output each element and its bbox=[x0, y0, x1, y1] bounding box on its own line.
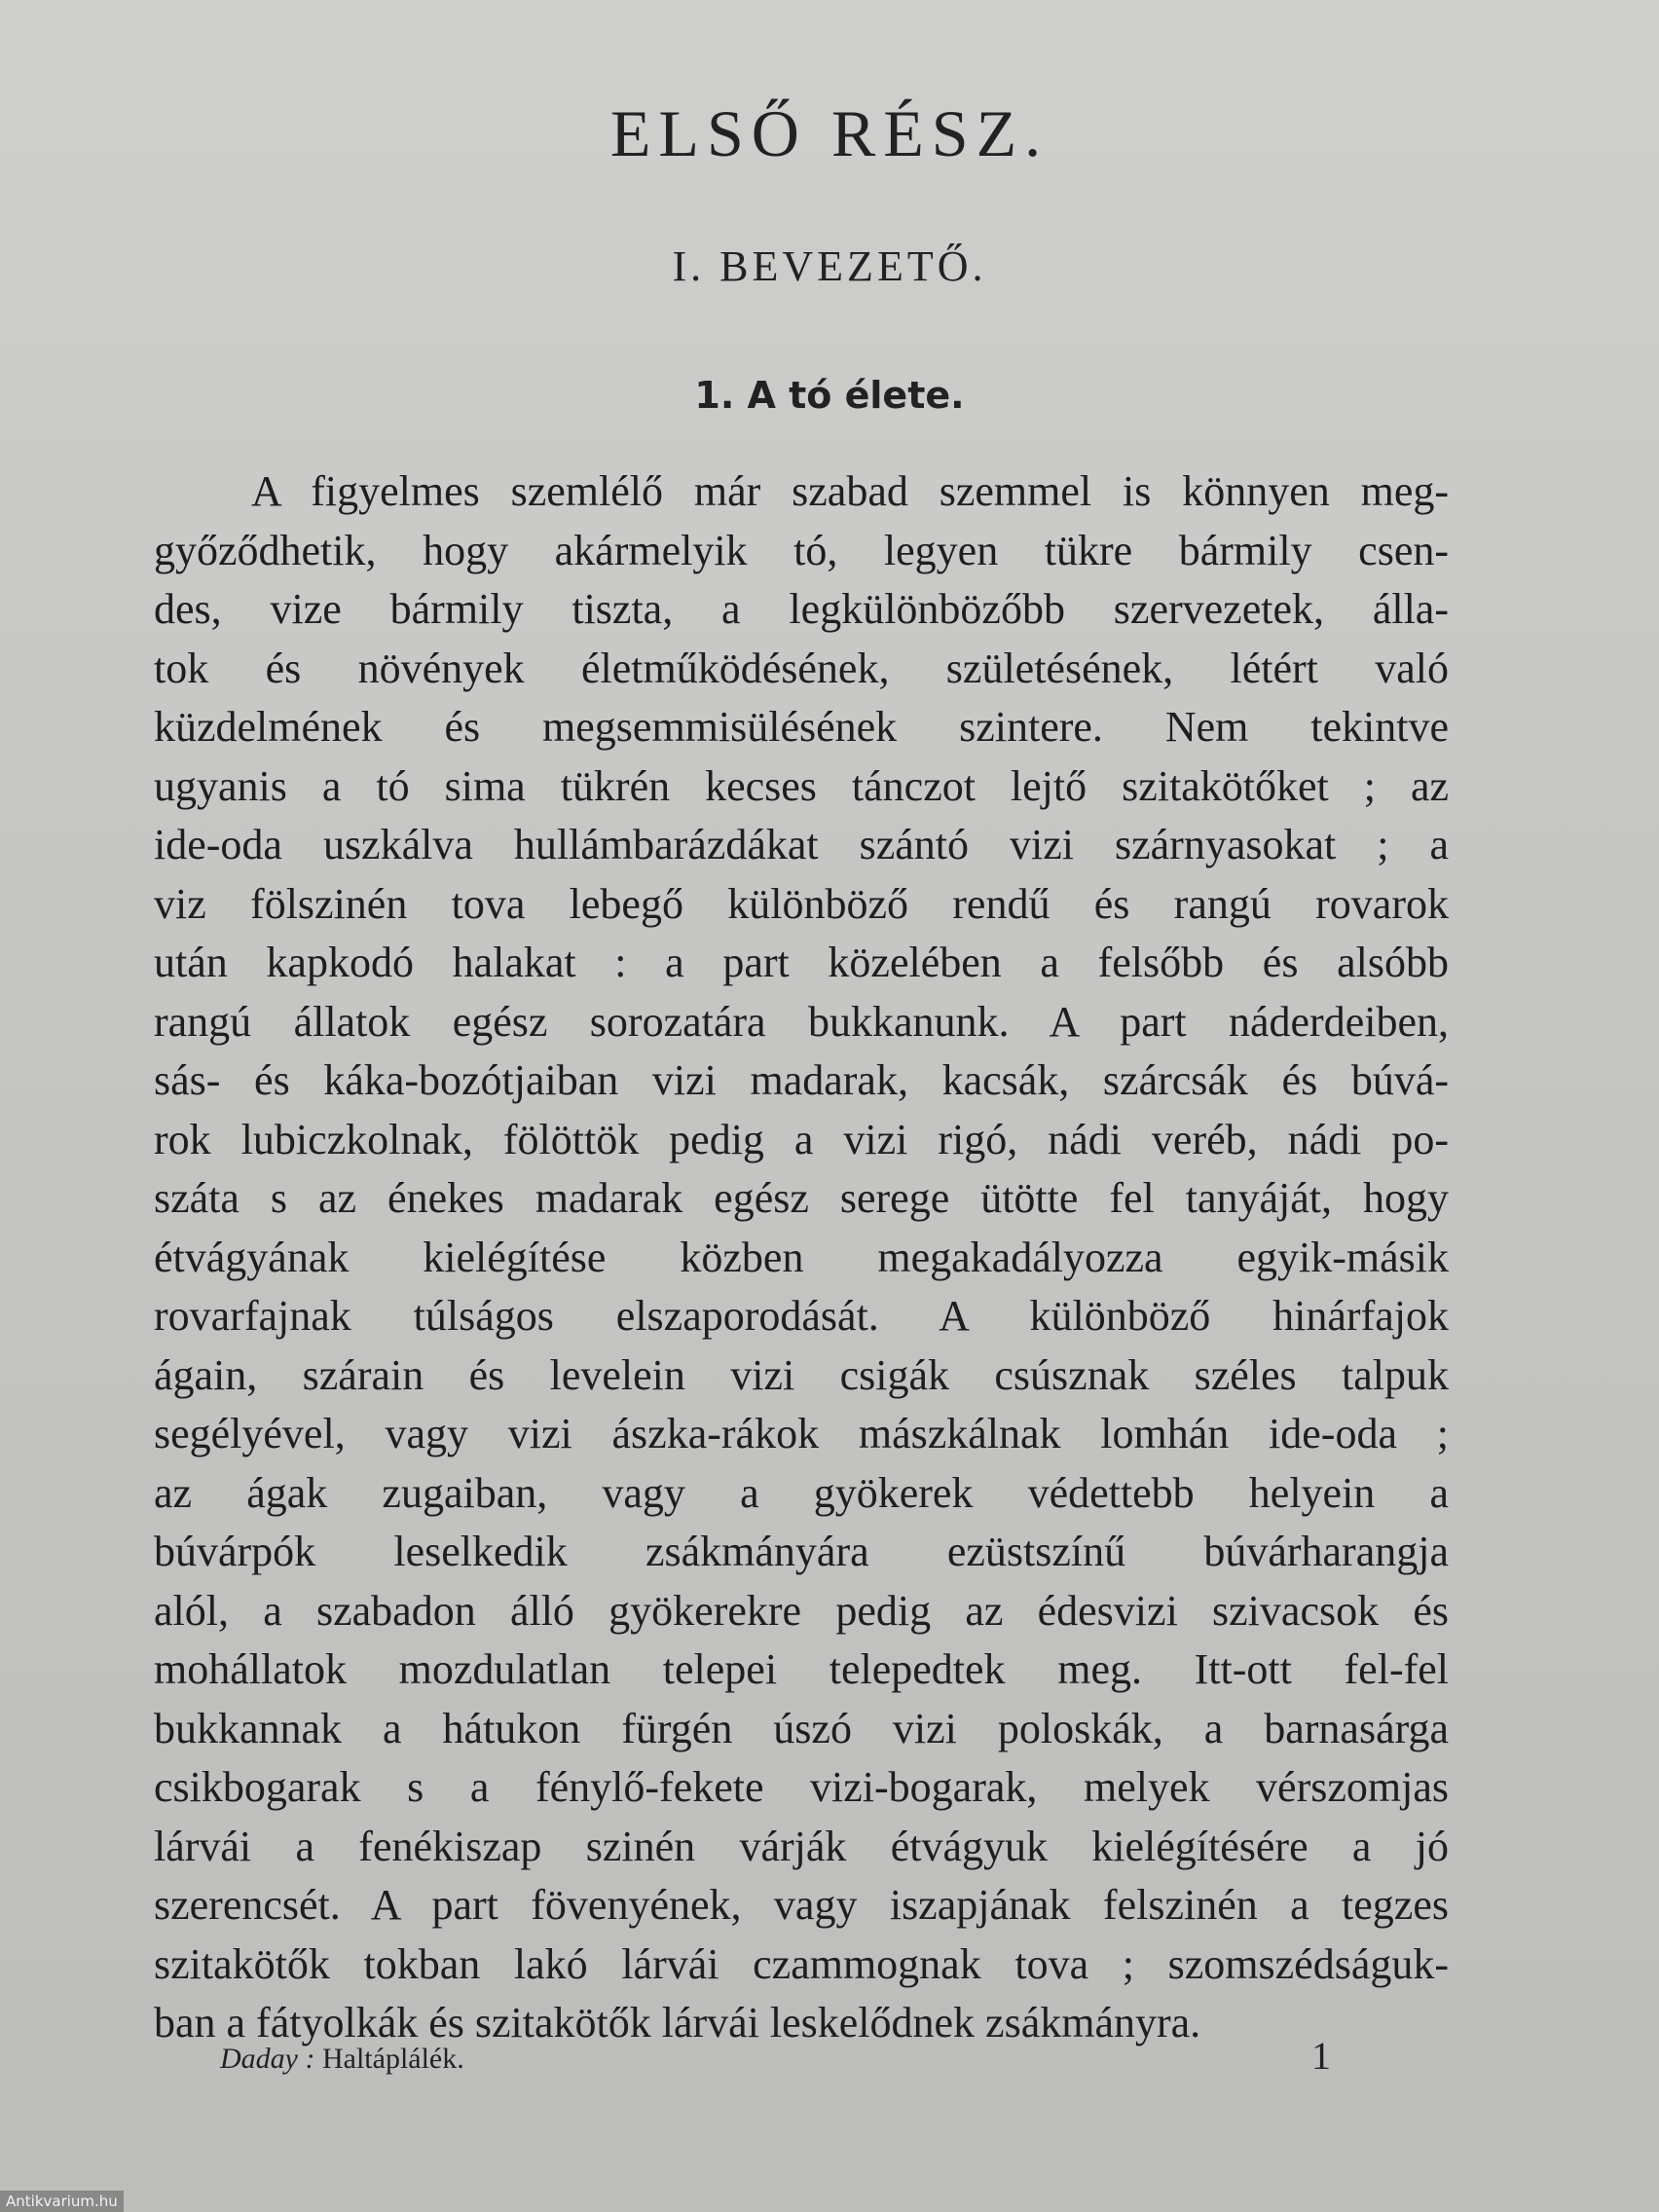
text-line: mohállatok mozdulatlan telepei telepedtek meg. Itt-ott fel-fel bbox=[154, 1645, 1449, 1693]
text-line: rangú állatok egész sorozatára bukkanunk. A part náderdeiben, bbox=[154, 997, 1449, 1046]
watermark: Antikvarium.hu bbox=[0, 2191, 124, 2212]
text-line: ugyanis a tó sima tükrén kecses tánczot lejtő szitakötőket ; az bbox=[154, 761, 1449, 810]
text-line: száta s az énekes madarak egész serege ütötte fel tanyáját, hogy bbox=[154, 1174, 1449, 1222]
text-line: segélyével, vagy vizi ászka-rákok mászkálnak lomhán ide-oda ; bbox=[154, 1410, 1449, 1457]
text-line: bukkannak a hátukon fürgén úszó vizi poloskák, a barnasárga bbox=[154, 1704, 1449, 1752]
text-line: után kapkodó halakat : a part közelében a felsőbb és alsóbb bbox=[154, 939, 1449, 986]
text-line: szitakötők tokban lakó lárvái czammognak tova ; szomszédságuk- bbox=[154, 1939, 1449, 1988]
section-title: 1. A tó élete. bbox=[694, 374, 965, 417]
text-line: küzdelmének és megsemmisülésének szintere. Nem tekintve bbox=[154, 703, 1449, 751]
text-line: lárvái a fenékiszap szinén várják étvágyuk kielégítésére a jó bbox=[154, 1822, 1449, 1870]
text-line: alól, a szabadon álló gyökerekre pedig az édesvizi szivacsok és bbox=[154, 1586, 1449, 1635]
text-line: az ágak zugaiban, vagy a gyökerek védettebb helyein a bbox=[154, 1468, 1449, 1517]
footer-author: Daday : bbox=[220, 2043, 315, 2075]
text-line: ban a fátyolkák és szitakötők lárvái leskelődnek zsákmányra. bbox=[154, 1999, 1201, 2046]
text-line: rok lubiczkolnak, fölöttök pedig a vizi rigó, nádi veréb, nádi po- bbox=[154, 1115, 1449, 1163]
text-line: szerencsét. A part fövenyének, vagy iszapjának felszinén a tegzes bbox=[154, 1881, 1449, 1929]
text-line: sás- és káka-bozótjaiban vizi madarak, kacsák, szárcsák és búvá- bbox=[154, 1056, 1449, 1104]
text-line: csikbogarak s a fénylő-fekete vizi-bogarak, melyek vérszomjas bbox=[154, 1763, 1449, 1811]
text-line: tok és növények életműködésének, születésének, létért való bbox=[154, 644, 1449, 692]
text-line: búvárpók leselkedik zsákmányára ezüstszínű búvárharangja bbox=[154, 1528, 1449, 1575]
text-line: étvágyának kielégítése közben megakadályozza egyik-másik bbox=[154, 1233, 1449, 1281]
footer-book-title: Haltáplálék. bbox=[321, 2043, 464, 2075]
footer-signature bbox=[220, 2043, 464, 2076]
text-line: győződhetik, hogy akármelyik tó, legyen tükre bármily csen- bbox=[154, 526, 1449, 574]
part-title: ELSŐ RÉSZ. bbox=[609, 96, 1050, 170]
body-text bbox=[154, 462, 1449, 2053]
chapter-title: I. BEVEZETŐ. bbox=[672, 242, 987, 290]
text-line: rovarfajnak túlságos elszaporodását. A különböző hinárfajok bbox=[154, 1292, 1449, 1340]
page-number: 1 bbox=[1311, 2034, 1331, 2078]
text-line: ágain, szárain és levelein vizi csigák csúsznak széles talpuk bbox=[154, 1350, 1449, 1399]
text-line: viz fölszinén tova lebegő különböző rendű és rangú rovarok bbox=[154, 879, 1449, 928]
text-line: des, vize bármily tiszta, a legkülönbözőbb szervezetek, álla- bbox=[154, 585, 1449, 633]
text-line: A figyelmes szemlélő már szabad szemmel is könnyen meg- bbox=[251, 467, 1449, 515]
text-line: ide-oda uszkálva hullámbarázdákat szántó vizi szárnyasokat ; a bbox=[154, 821, 1449, 868]
